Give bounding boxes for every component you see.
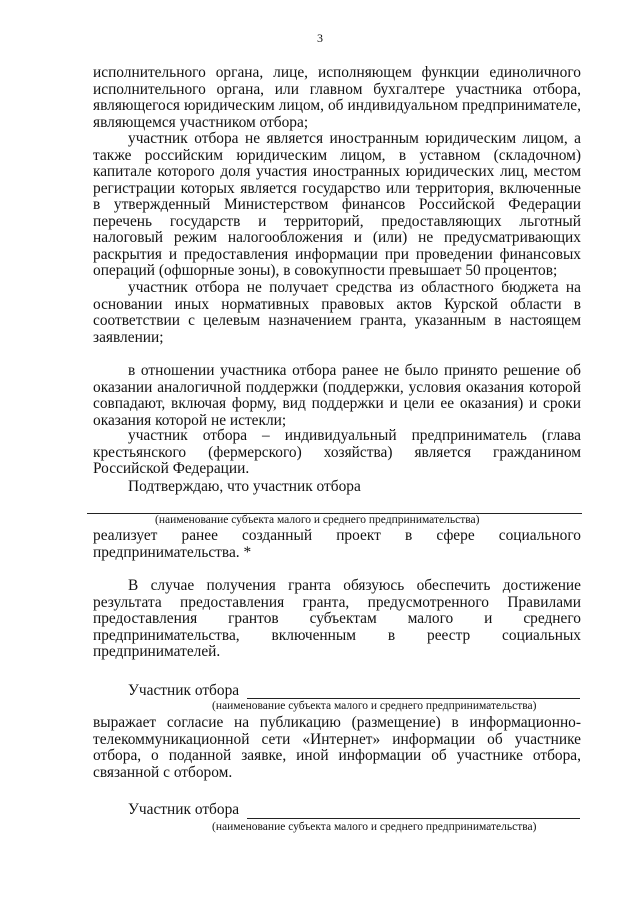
paragraph-intro: исполнительного органа, лице, исполняющем функции единоличного исполнительного органа, или главном бухгалтере участника отбора, являющегося юридическим лицом, об индивидуальном предпринимателе, являющемся участником отбора; bbox=[93, 64, 581, 131]
fill-line-3 bbox=[247, 818, 580, 819]
fill-line-2 bbox=[247, 698, 580, 699]
paragraph-no-regional-funds: участник отбора не получает средства из областного бюджета на основании иных нормативных правовых актов Курской области в соответствии с целевым назначением гранта, указанным в настоящем заявлении; bbox=[93, 279, 581, 346]
paragraph-obligation: В случае получения гранта обязуюсь обеспечить достижение результата предоставления гранта, предусмотренного Правилами предоставления грантов субъектам малого и среднего предпринимательства, включенным в реестр социальных предпринимателей. bbox=[93, 577, 581, 660]
paragraph-no-prior-support: в отношении участника отбора ранее не было принято решение об оказании аналогичной поддержки (поддержки, условия оказания которой совпадают, включая форму, вид поддержки и цели ее оказания) и сроки оказания которой не истекли; bbox=[93, 362, 581, 429]
paragraph-citizenship: участник отбора – индивидуальный предприниматель (глава крестьянского (фермерского) хозяйства) является гражданином Российской Федерации. bbox=[93, 427, 581, 477]
participant-label-2: Участник отбора bbox=[128, 801, 240, 818]
caption-3: (наименование субъекта малого и среднего предпринимательства) bbox=[212, 821, 537, 833]
participant-label-1: Участник отбора bbox=[128, 682, 240, 699]
page-number: 3 bbox=[317, 31, 323, 45]
paragraph-project: реализует ранее созданный проект в сфере социального предпринимательства. * bbox=[93, 527, 581, 561]
confirm-statement: Подтверждаю, что участник отбора bbox=[128, 478, 361, 495]
caption-1: (наименование субъекта малого и среднего предпринимательства) bbox=[155, 514, 480, 526]
caption-2: (наименование субъекта малого и среднего предпринимательства) bbox=[212, 700, 537, 712]
paragraph-not-foreign-entity: участник отбора не является иностранным юридическим лицом, а также российским юридическим лицом, в уставном (складочном) капитале которого доля участия иностранных юридических лиц, местом регистрации которых является государство или территория, включенные в утвержденный Министерством финансов Российской Федерации перечень государств и территорий, предоставляющих льготный налоговый режим налогообложения и (или) не предусматривающих раскрытия и предоставления информации при проведении финансовых операций (офшорные зоны), в совокупности превышает 50 процентов; bbox=[93, 130, 581, 279]
paragraph-consent: выражает согласие на публикацию (размещение) в информационно-телекоммуникационной сети «Интернет» информации об участнике отбора, о поданной заявке, иной информации об участнике отбора, связанной с отбором. bbox=[93, 714, 581, 781]
